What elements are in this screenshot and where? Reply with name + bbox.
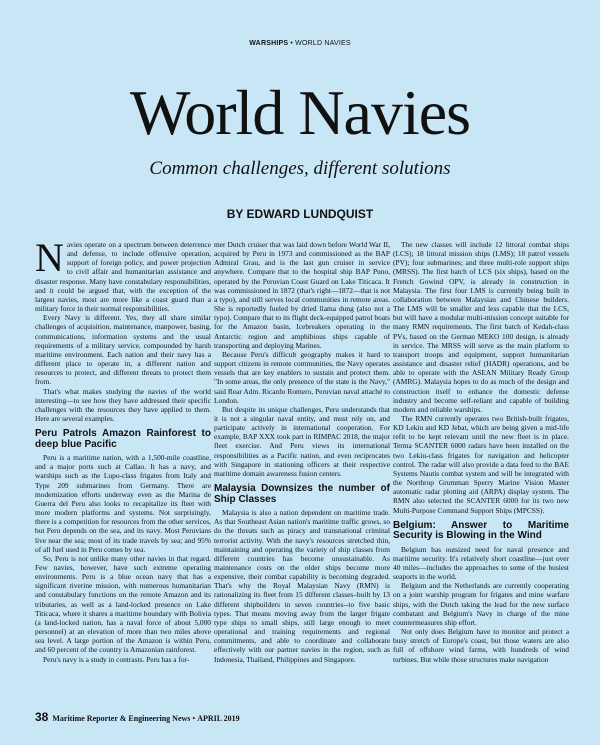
article-column-2 — [214, 240, 390, 664]
article-paragraph: But despite its unique challenges, Peru understands that it is not a singular naval entity, and must rely on, and participate actively in international cooperation. For example, BAP XXX took part in RIMPAC 2018, the major fleet exercise. And Peru views its international responsibilities as a Pacific nation, and even reciprocates with Singapore in stationing officers at their respective maritime domain awareness fusion centers. — [214, 404, 390, 478]
drop-cap: N — [35, 235, 64, 280]
subsection-label: WORLD NAVIES — [295, 40, 351, 47]
article-paragraph: Peru is a maritime nation, with a 1,500-mile coastline, and a major ports such at Callao. It has a navy, and warships such as the Lupo-class frigates from Italy and Type 209 submarines from Germany. There are modernization efforts underway even as the Marina de Guerra del Peru also looks to recapitalize its fleet with more modern platforms and systems. Not surprisingly, there is a competition for resources from the other services, but Peru depends on the sea, and its navy. Most Peruvians live near the sea; most of its trade travels by sea; and 95% of all fuel used in Peru comes by sea. — [35, 453, 211, 554]
page-footer — [35, 710, 565, 724]
section-tag — [0, 40, 600, 47]
article-paragraph: Not only does Belgium have to monitor and protect a busy stretch of Europe's coast, but those waters are also full of offshore wind farms, with hundreds of wind turbines. But while those structures make navigation — [393, 627, 569, 664]
article-paragraph: The RMN currently operates two British-built frigates, KD Lekiu and KD Jebat, which are being given a mid-life refit to be kept relevant until the new fleet is in place. Terma SCANTER 6000 radars have been installed on the two Lekiu-class frigates for navigation and helicopter control. The radar will also provide a data feed to the BAE Systems Nautis combat system and will be integrated with the Northrop Grumman Sperry Marine Vision Master automatic radar plotting aid (ARPA) display system. The RMN also selected the SCANTER 6000 for its two new Multi-Purpose Command Support Ships (MPCSS). — [393, 413, 569, 515]
article-paragraph: Belgium has outsized need for naval presence and maritime security. It's relatively short coastline—just over 40 miles—includes the approaches to some of the busiest seaports in the world. — [393, 544, 569, 582]
issue-date: APRIL 2019 — [197, 714, 240, 723]
article-paragraph: That's what makes studying the navies of the world interesting—to see how they have addressed their specific challenges with the resources they have applied to them. Here are several examples. — [35, 386, 211, 423]
byline: BY EDWARD LUNDQUIST — [226, 207, 374, 221]
section-heading-malaysia: Malaysia Downsizes the number of Ship Classes — [214, 483, 390, 505]
article-paragraph — [35, 235, 211, 314]
section-label: WARSHIPS — [249, 40, 289, 47]
article-paragraph: mer Dutch cruiser that was laid down before World War II, acquired by Peru in 1973 and commissioned as the BAP Admiral Grau, and is the last gun cruiser in service anywhere. Compare that to the hospital ship BAP Puno, operated by the Peruvian Coast Guard on Lake Titicaca. It was commissioned in 1872 (that's right—1872—that is not a typo), and still serves local communities in remote areas. She is reportedly fueled by dried llama dung (also not a typo). Compare that to its flight deck-equipped patrol boats for the Amazon basin, Icebreakers operating in the Antarctic region and amphibious ships capable of transporting and deploying Marines. — [214, 240, 390, 350]
article-paragraph: Because Peru's difficult geography makes it hard to support citizens in remote communities, the Navy operates vessels that are key enablers to sustain and protect them. "In some areas, the only presence of the state is the Navy," said Rear Adm. Ricardo Romero, Peruvian naval attaché to London. — [214, 349, 390, 405]
page-subtitle: Common challenges, different solutions — [149, 158, 451, 179]
page-number: 38 — [35, 710, 49, 724]
footer-separator: • — [190, 714, 198, 723]
publication-name: Maritime Reporter & Engineering News — [52, 714, 191, 723]
section-separator: • — [288, 40, 296, 47]
section-heading-peru: Peru Patrols Amazon Rainforest to deep blue Pacific — [35, 428, 211, 450]
article-paragraph: So, Peru is not unlike many other navies in that regard. Few navies, however, have such extreme operating environments. Peru is a blue ocean navy that has a significant riverine mission, with numerous humanitarian and constabulary functions on the remote Amazon and its tributaries, as well as a land-locked presence on Lake Titicaca, where it shares a maritime boundary with Bolivia (a land-locked nation, has a naval force of about 5,000 personnel) at an elevation of more than two miles above sea level. A large portion of the Amazon is within Peru, and 60 percent of the country is Amazonian rainforest. — [35, 553, 211, 655]
article-paragraph: Belgium and the Netherlands are currently cooperating on a joint warship program for frigates and mine warfare ships, with the Dutch taking the lead for the new surface combatant and Belgium's Navy in charge of the mine countermeasures ship effort. — [393, 581, 569, 627]
article-paragraph: Every Navy is different. Yes, they all share similar challenges of acquisition, maintenance, manpower, basing, communications, information systems and the usual requirements of a military service, compounded by harsh maritime environment. Each nation and their navy has a different place to operate in, a different nation and resources to protect, and different threats to protect them from. — [35, 313, 211, 387]
article-paragraph: Peru's navy is a study in contrasts. Peru has a for- — [43, 654, 190, 664]
article-paragraph: The new classes will include 12 littoral combat ships (LCS); 18 littoral mission ships (LMS); 18 patrol vessels (PV); four submarines; and three multi-role support ships (MRSS). The first batch of LCS (six ships), based on the French Gowind OPV, is already in construction in Malaysia. The first four LMS is currently being built in collaboration between Malaysian and Chinese builders. The LMS will be smaller and less capable that the LCS, but will have a modular multi-mission concept suitable for many RMN requirements. The first batch of Kedah-class PVs, based on the German MEKO 100 design, is already in service. The MRSS will serve as the main platform to transport troops and equipment, support humanitarian assistance and disaster relief (HADR) operations, and be able to operate with the ASEAN Military Ready Group (AMRG). Malaysia hopes to do as much of the design and construction itself to enhance the domestic defense industry and become self-reliant and capable of building modern and reliable warships. — [393, 240, 569, 414]
article-column-3 — [393, 240, 569, 664]
section-heading-belgium: Belgium: Answer to Maritime Security is Blowing in the Wind — [393, 519, 569, 542]
article-paragraph: Malaysia is also a nation dependent on maritime trade. As that Southeast Asian nation's maritime traffic grows, so do the threats such as piracy and transnational criminal terrorist activity. With the navy's resources stretched thin, maintaining and operating the variety of ship classes from different countries has become unsustainable. As maintenance costs on the older ships become more expensive, their combat capability is becoming degraded. That's why the Royal Malaysian Navy (RMN) is rationalizing its fleet from 15 different classes–built by 13 different shipbuilders in seven countries--to five basic types. That means moving away from the larger frigate type ships to small ships, still large enough to meet operational and training requirements and regional commitments, and able to coordinate and collaborate effectively with our partner navies in the region, such as Indonesia, Thailand, Philippines and Singapore. — [214, 508, 390, 664]
paragraph-text: avies operate on a spectrum between deterrence and defense, to include offensive operation, support of foreign policy, and power projection to civil affair and humanitarian assistance and disaster response. Many have constabulary responsibilities, and it could be argued that, with the exception of the largest navies, most are more like a coast guard than a military force in their normal responsibilities. — [35, 240, 211, 314]
page-title: World Navies — [129, 77, 471, 148]
article-column-1 — [35, 235, 211, 664]
